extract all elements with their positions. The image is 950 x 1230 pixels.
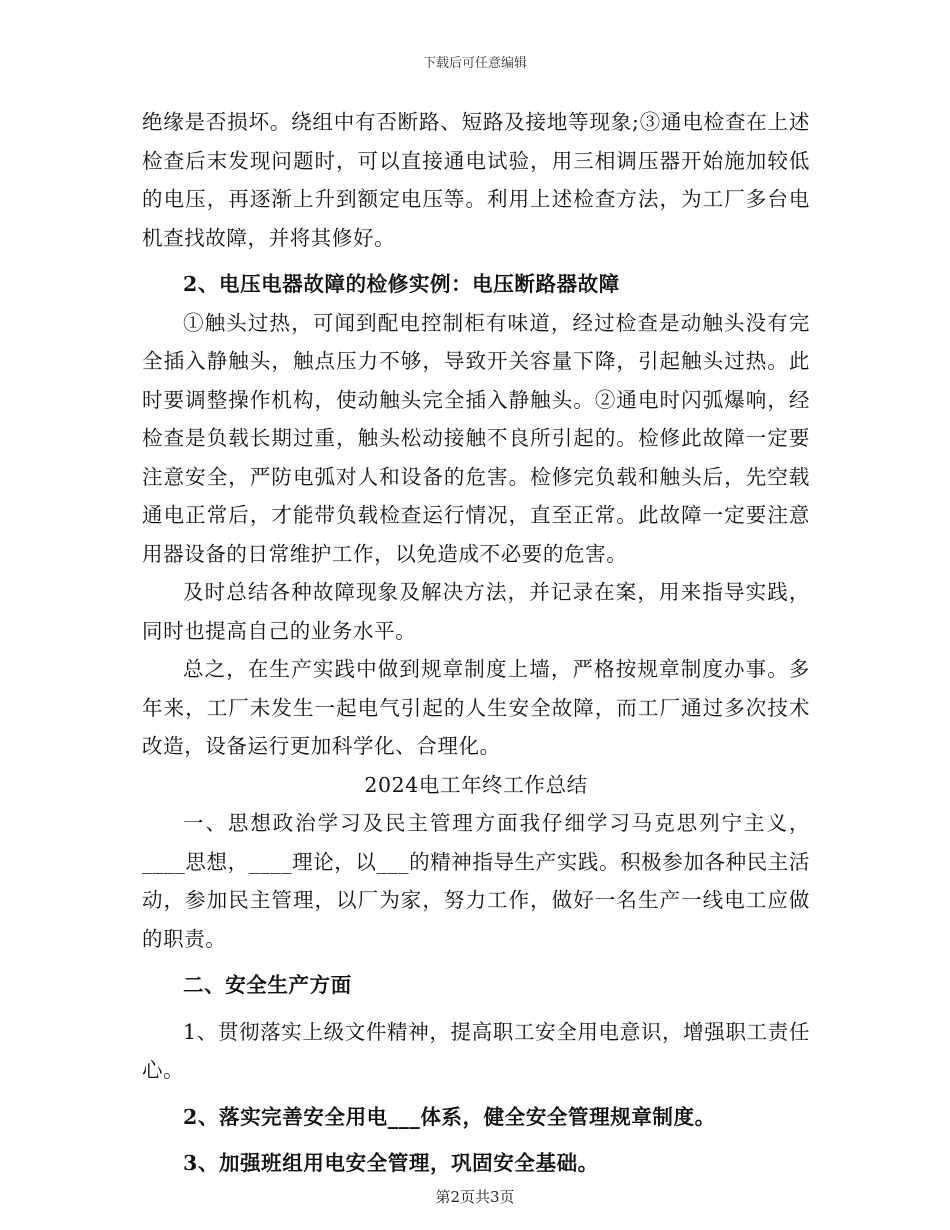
paragraph-political-study: 一、思想政治学习及民主管理方面我仔细学习马克思列宁主义，____思想，____理论，以___的精神指导生产实践。积极参加各种民主活动，参加民主管理，以厂为家，努力工作，做好一名生产一线电工应做的职责。 [142,811,810,951]
paragraph-safety-item-2: 2、落实完善安全用电___体系，健全安全管理规章制度。 [183,1104,716,1129]
paragraph-safety-item-1: 1、贯彻落实上级文件精神，提高职工安全用电意识，增强职工责任心。 [142,1019,810,1082]
paragraph-conclusion: 总之，在生产实践中做到规章制度上墙，严格按规章制度办事。多年来，工厂未发生一起电气引起的人生安全故障，而工厂通过多次技术改造，设备运行更加科学化、合理化。 [142,657,810,758]
heading-breaker-fault: 2、电压电器故障的检修实例：电压断路器故障 [183,272,620,296]
paragraph-summary-faults: 及时总结各种故障现象及解决方法，并记录在案，用来指导实践，同时也提高自己的业务水平。 [142,580,810,643]
paragraph-insulation-check: 绝缘是否损坏。绕组中有否断路、短路及接地等现象;③通电检查在上述检查后末发现问题时，可以直接通电试验，用三相调压器开始施加较低的电压，再逐渐上升到额定电压等。利用上述检查方法，为工厂多台电机查找故障，并将其修好。 [142,110,810,250]
paragraph-safety-item-3: 3、加强班组用电安全管理，巩固安全基础。 [183,1151,599,1175]
page-footer: 第2页共3页 [435,1188,515,1206]
document-body [142,103,810,1183]
section-title: 2024电工年终工作总结 [364,772,588,797]
page-header: 下载后可任意编辑 [422,56,527,71]
heading-safety-production: 二、安全生产方面 [183,973,352,997]
paragraph-contact-overheat: ①触头过热，可闻到配电控制柜有味道，经过检查是动触头没有完全插入静触头，触点压力不够，导致开关容量下降，引起触头过热。此时要调整操作机构，使动触头完全插入静触头。②通电时闪弧爆响，经检查是负载长期过重，触头松动接触不良所引起的。检修此故障一定要注意安全，严防电弧对人和设备的危害。检修完负载和触头后，先空载通电正常后，才能带负载检查运行情况，直至正常。此故障一定要注意用器设备的日常维护工作，以免造成不必要的危害。 [142,310,810,566]
